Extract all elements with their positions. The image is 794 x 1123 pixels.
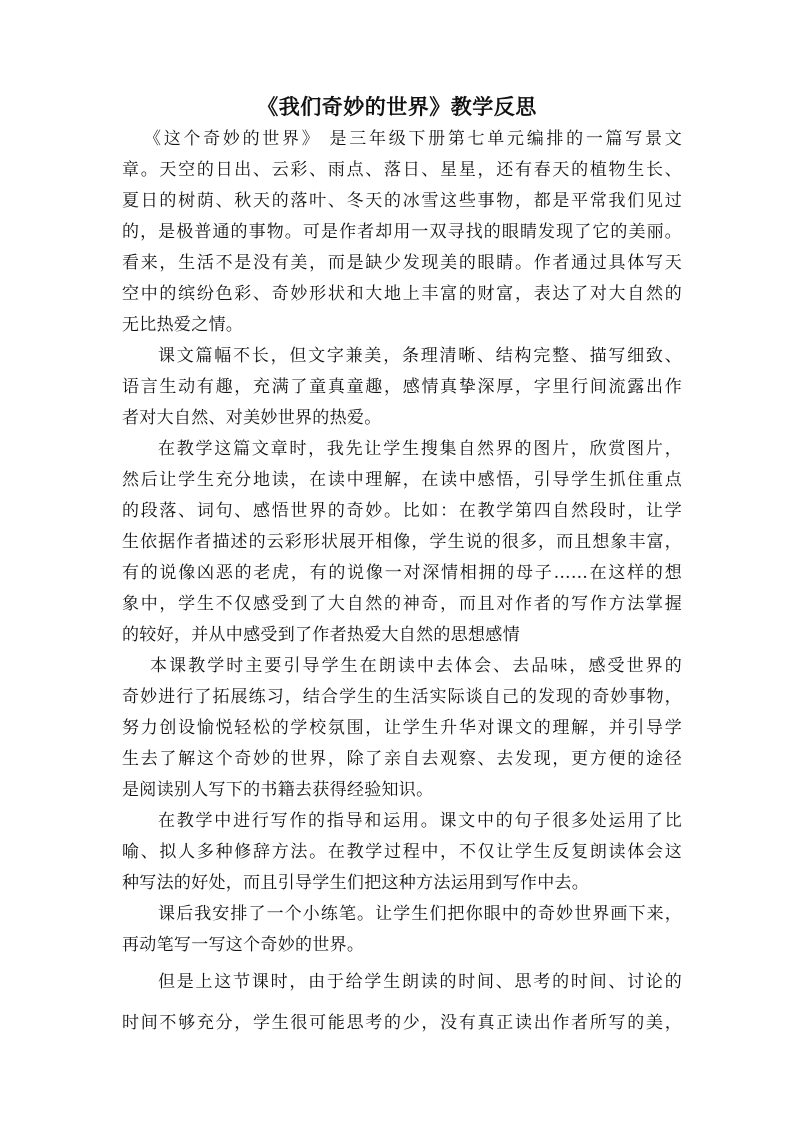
text-line: 空中的缤纷色彩、奇妙形状和大地上丰富的财富，表达了对大自然的: [122, 284, 682, 304]
text-line: 奇妙进行了拓展练习，结合学生的生活实际谈自己的发现的奇妙事物，: [122, 687, 682, 707]
text-line: 语言生动有趣，充满了童真童趣，感情真挚深厚，字里行间流露出作: [122, 377, 682, 397]
text-line: 生去了解这个奇妙的世界，除了亲自去观察、去发现，更方便的途径: [122, 749, 682, 769]
text-line: 是阅读别人写下的书籍去获得经验知识。: [122, 780, 434, 800]
text-line: 在教学中进行写作的指导和运用。课文中的句子很多处运用了比: [158, 811, 682, 831]
text-line: 努力创设愉悦轻松的学校氛围，让学生升华对课文的理解，并引导学: [122, 718, 682, 738]
text-line: 的较好，并从中感受到了作者热爱大自然的思想感情: [122, 625, 520, 645]
text-line: 的段落、词句、感悟世界的奇妙。比如：在教学第四自然段时，让学: [122, 501, 682, 521]
text-line: 《这个奇妙的世界》 是三年级下册第七单元编排的一篇写景文: [144, 129, 682, 149]
text-line: 时间不够充分，学生很可能思考的少，没有真正读出作者所写的美，: [122, 1013, 682, 1033]
text-line: 者对大自然、对美妙世界的热爱。: [122, 408, 382, 428]
text-line: 课后我安排了一个小练笔。让学生们把你眼中的奇妙世界画下来，: [158, 904, 682, 924]
text-line: 的，是极普通的事物。可是作者却用一双寻找的眼睛发现了它的美丽。: [122, 222, 682, 242]
text-line: 课文篇幅不长，但文字兼美，条理清晰、结构完整、描写细致、: [158, 346, 682, 366]
document-title: 《我们奇妙的世界》教学反思: [257, 94, 537, 119]
text-line: 看来，生活不是没有美，而是缺少发现美的眼睛。作者通过具体写天: [122, 253, 682, 273]
text-line: 有的说像凶恶的老虎，有的说像一对深情相拥的母子……在这样的想: [122, 563, 682, 583]
text-line: 无比热爱之情。: [122, 315, 244, 335]
text-line: 然后让学生充分地读，在读中理解，在读中感悟，引导学生抓住重点: [122, 470, 682, 490]
text-line: 但是上这节课时，由于给学生朗读的时间、思考的时间、讨论的: [158, 972, 682, 992]
text-line: 夏日的树荫、秋天的落叶、冬天的冰雪这些事物，都是平常我们见过: [122, 191, 682, 211]
text-line: 喻、拟人多种修辞方法。在教学过程中，不仅让学生反复朗读体会这: [122, 842, 682, 862]
text-line: 种写法的好处，而且引导学生们把这种方法运用到写作中去。: [122, 873, 590, 893]
text-line: 生依据作者描述的云彩形状展开相像，学生说的很多，而且想象丰富，: [122, 532, 682, 552]
text-line: 章。天空的日出、云彩、雨点、落日、星星，还有春天的植物生长、: [122, 160, 682, 180]
text-line: 本课教学时主要引导学生在朗读中去体会、去品味，感受世界的: [150, 656, 682, 676]
text-line: 在教学这篇文章时，我先让学生搜集自然界的图片，欣赏图片，: [158, 439, 682, 459]
text-line: 再动笔写一写这个奇妙的世界。: [122, 935, 365, 955]
text-line: 象中，学生不仅感受到了大自然的神奇，而且对作者的写作方法掌握: [122, 594, 682, 614]
